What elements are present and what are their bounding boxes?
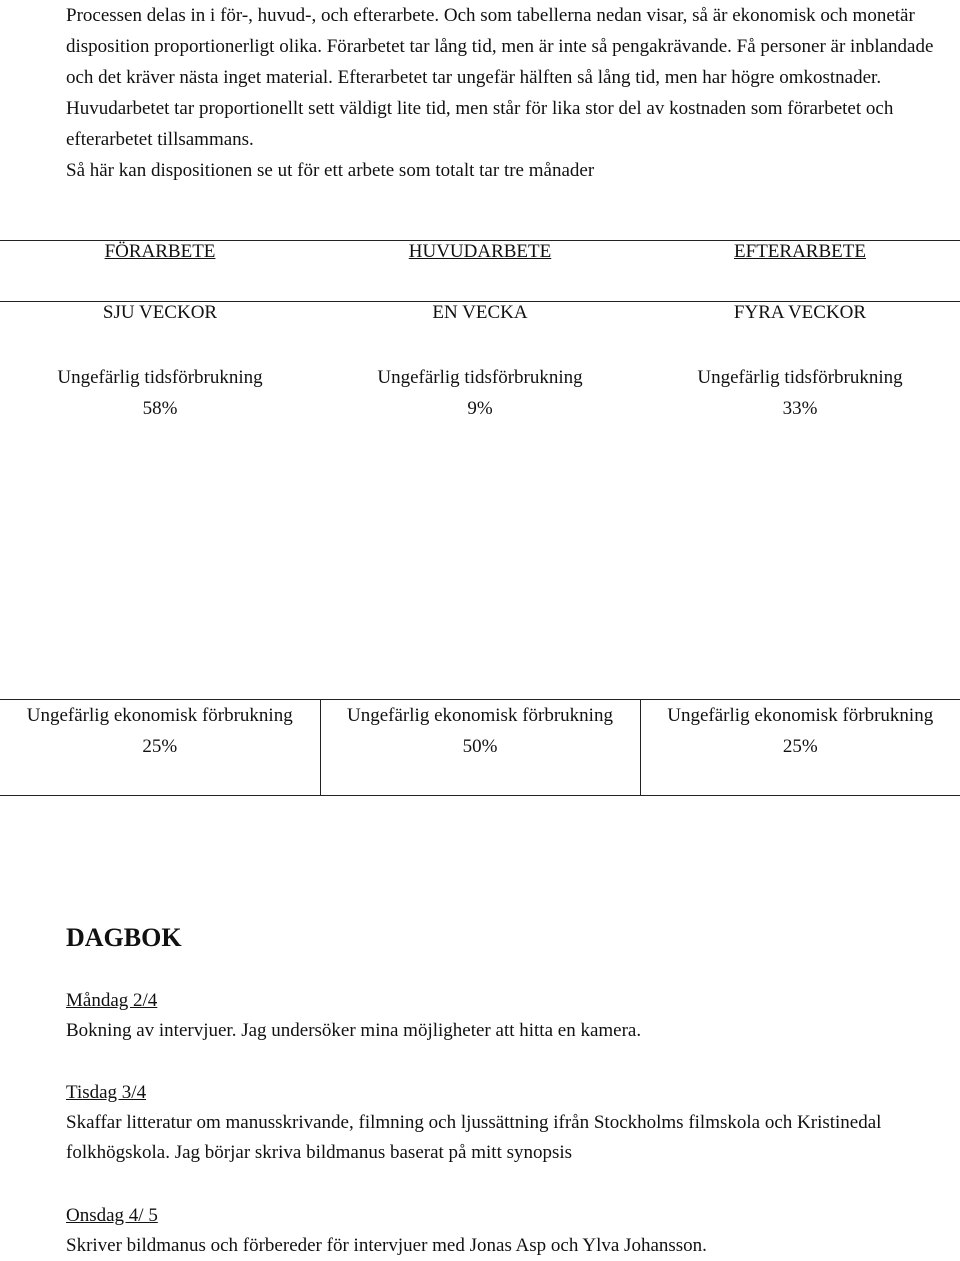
time-value: 33%	[640, 393, 960, 424]
intro-paragraph: Processen delas in i för-, huvud-, och efterarbete. Och som tabellerna nedan visar, så är ekonomisk och monetär disposition proportionerligt olika. Förarbetet tar lång tid, men är inte så pengakrävande. Få personer är inblandade och det kräver nästa inget material. Efterarbetet tar ungefär hälften så lång tid, men har högre omkostnader. Huvudarbetet tar proportionellt sett väldigt lite tid, men står för lika stor del av kostnaden som förarbetet och efterarbetet tillsammans.	[66, 0, 946, 155]
econ-label: Ungefärlig ekonomisk förbrukning	[321, 700, 640, 731]
diary-entry	[66, 1078, 946, 1168]
entry-text: Skaffar litteratur om manusskrivande, filmning och ljussättning ifrån Stockholms filmskola och Kristinedal folkhögskola. Jag börjar skriva bildmanus baserat på mitt synopsis	[66, 1108, 946, 1168]
econ-cell-forarbete	[0, 700, 320, 796]
entry-date: Tisdag 3/4	[66, 1078, 946, 1108]
econ-cell-huvudarbete	[320, 700, 640, 796]
econ-value: 25%	[641, 731, 960, 762]
entry-date: Måndag 2/4	[66, 986, 946, 1016]
econ-label: Ungefärlig ekonomisk förbrukning	[641, 700, 960, 731]
intro-section	[66, 0, 946, 186]
econ-label: Ungefärlig ekonomisk förbrukning	[0, 700, 320, 731]
time-cell-forarbete	[0, 362, 320, 700]
time-cell-huvudarbete	[320, 362, 640, 700]
duration-huvudarbete: EN VECKA	[320, 302, 640, 363]
econ-cell-efterarbete	[640, 700, 960, 796]
time-label: Ungefärlig tidsförbrukning	[640, 362, 960, 393]
entry-date: Onsdag 4/ 5	[66, 1201, 946, 1231]
entry-text: Skriver bildmanus och förbereder för intervjuer med Jonas Asp och Ylva Johansson.	[66, 1231, 946, 1261]
time-label: Ungefärlig tidsförbrukning	[320, 362, 640, 393]
time-label: Ungefärlig tidsförbrukning	[0, 362, 320, 393]
heading-huvudarbete: HUVUDARBETE	[409, 241, 552, 262]
duration-forarbete: SJU VECKOR	[0, 302, 320, 363]
economic-usage-row	[0, 700, 960, 796]
diary-entry	[66, 986, 946, 1046]
heading-forarbete: FÖRARBETE	[105, 241, 216, 262]
duration-efterarbete: FYRA VECKOR	[640, 302, 960, 363]
econ-value: 50%	[321, 731, 640, 762]
table-header-row	[0, 241, 960, 302]
entry-text: Bokning av intervjuer. Jag undersöker mina möjligheter att hitta en kamera.	[66, 1016, 946, 1046]
heading-efterarbete: EFTERARBETE	[734, 241, 866, 262]
diary-section	[66, 920, 946, 956]
intro-lead: Så här kan dispositionen se ut för ett arbete som totalt tar tre månader	[66, 155, 946, 186]
heading-cell-forarbete	[0, 241, 320, 302]
disposition-table	[0, 240, 960, 796]
heading-cell-huvudarbete	[320, 241, 640, 302]
heading-cell-efterarbete	[640, 241, 960, 302]
time-usage-row	[0, 362, 960, 700]
time-value: 9%	[320, 393, 640, 424]
duration-row	[0, 302, 960, 363]
econ-value: 25%	[0, 731, 320, 762]
diary-title: DAGBOK	[66, 920, 946, 956]
diary-entry	[66, 1201, 946, 1261]
time-cell-efterarbete	[640, 362, 960, 700]
time-value: 58%	[0, 393, 320, 424]
